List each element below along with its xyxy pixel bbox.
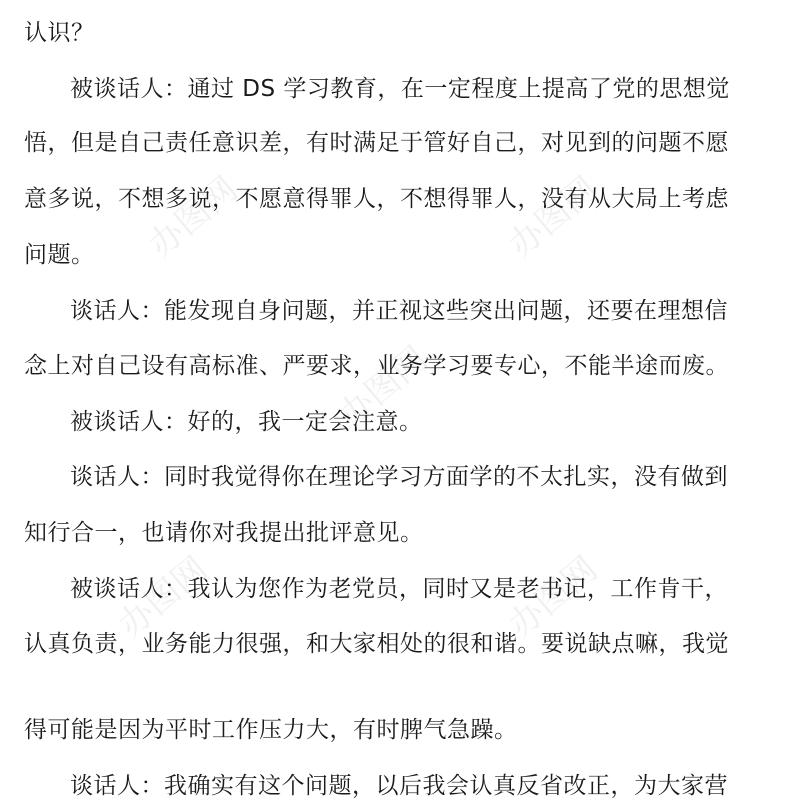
text-line: 认识？ — [24, 20, 95, 46]
watermark: 办图网 — [111, 549, 216, 646]
text-line: 知行合一，也请你对我提出批评意见。 — [24, 520, 424, 546]
watermark: 办图网 — [501, 169, 606, 266]
text-line: 问题。 — [24, 242, 95, 268]
text-line: 得可能是因为平时工作压力大，有时脾气急躁。 — [24, 717, 518, 743]
watermark: 办图网 — [331, 339, 436, 436]
watermark: 办图网 — [501, 549, 606, 646]
text-line: 被谈话人：好的，我一定会注意。 — [70, 409, 423, 435]
text-line: 谈话人：我确实有这个问题，以后我会认真反省改正，为大家营 — [70, 773, 728, 799]
text-line: 悟，但是自己责任意识差，有时满足于管好自己，对见到的问题不愿 — [24, 130, 729, 156]
text-line: 意多说，不想多说，不愿意得罪人，不想得罪人，没有从大局上考虑 — [24, 186, 729, 212]
text-line: 被谈话人：通过 DS 学习教育，在一定程度上提高了党的思想觉 — [70, 76, 730, 102]
text-line: 念上对自己设有高标准、严要求，业务学习要专心，不能半途而废。 — [24, 353, 729, 379]
watermark: 办图网 — [141, 169, 246, 266]
text-line: 谈话人：能发现自身问题，并正视这些突出问题，还要在理想信 — [70, 298, 728, 324]
text-line: 认真负责，业务能力很强，和大家相处的很和谐。要说缺点嘛，我觉 — [24, 631, 729, 657]
text-line: 谈话人：同时我觉得你在理论学习方面学的不太扎实，没有做到 — [70, 464, 728, 490]
text-line: 被谈话人：我认为您作为老党员，同时又是老书记，工作肯干， — [70, 576, 728, 602]
